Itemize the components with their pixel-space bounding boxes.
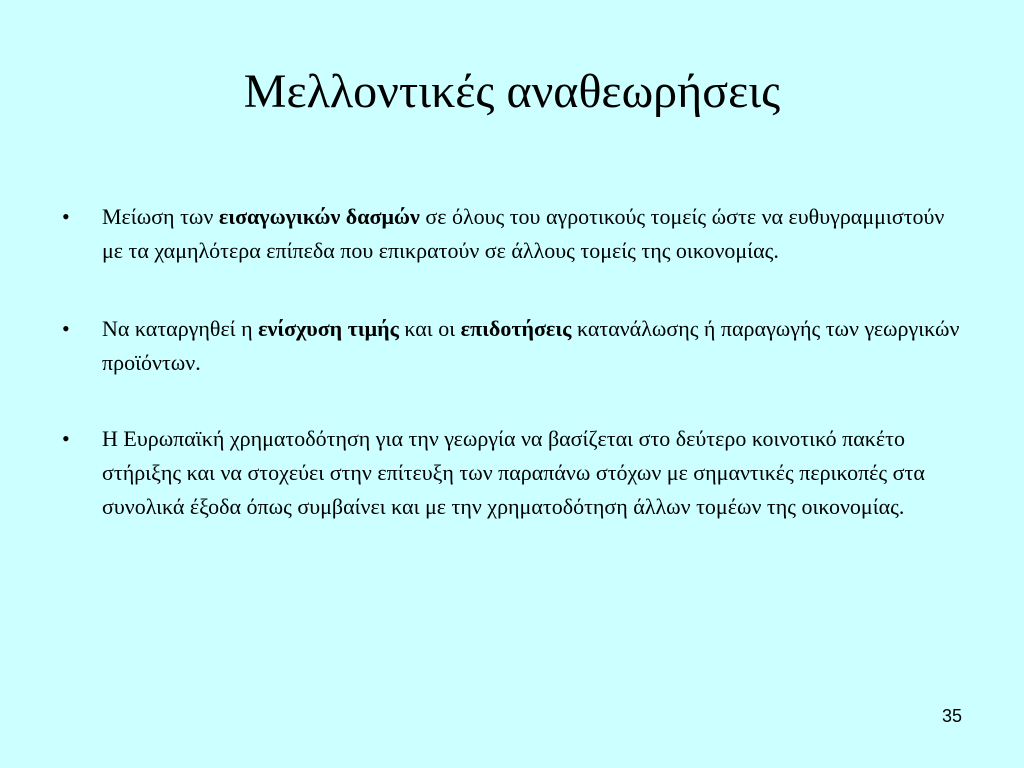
slide-title: Μελλοντικές αναθεωρήσεις	[243, 65, 781, 118]
bullet-list	[62, 200, 962, 554]
bullet-item-price-support	[62, 312, 962, 380]
bullet-emphasis: εισαγωγικών δασμών	[218, 204, 420, 229]
bullet-item-import-tariffs	[62, 200, 962, 268]
bullet-icon: •	[62, 204, 70, 229]
page-number: 35	[941, 706, 962, 726]
bullet-emphasis: επιδοτήσεις	[460, 316, 572, 341]
bullet-icon: •	[62, 426, 70, 451]
bullet-text: Να καταργηθεί η	[102, 316, 259, 341]
bullet-icon: •	[62, 316, 70, 341]
bullet-text: κατανάλωσης ή παραγωγής των γεωργικών προϊόντων.	[102, 316, 960, 375]
bullet-text: και οι	[398, 316, 461, 341]
bullet-item-eu-funding	[62, 422, 962, 524]
bullet-text: Μείωση των	[102, 204, 219, 229]
bullet-text: Η Ευρωπαϊκή χρηματοδότηση για την γεωργία να βασίζεται στο δεύτερο κοινοτικό πακέτο στήριξης και να στοχεύει στην επίτευξη των παραπάνω στόχων με σημαντικές περικοπές στα συνολικά έξοδα όπως συμβαίνει και με την χρηματοδότηση άλλων τομέων της οικονομίας.	[102, 426, 925, 519]
bullet-emphasis: ενίσχυση τιμής	[258, 316, 399, 341]
bullet-text: σε όλους του αγροτικούς τομείς ώστε να ευθυγραμμιστούν με τα χαμηλότερα επίπεδα που επικρατούν σε άλλους τομείς της οικονομίας.	[102, 204, 945, 263]
